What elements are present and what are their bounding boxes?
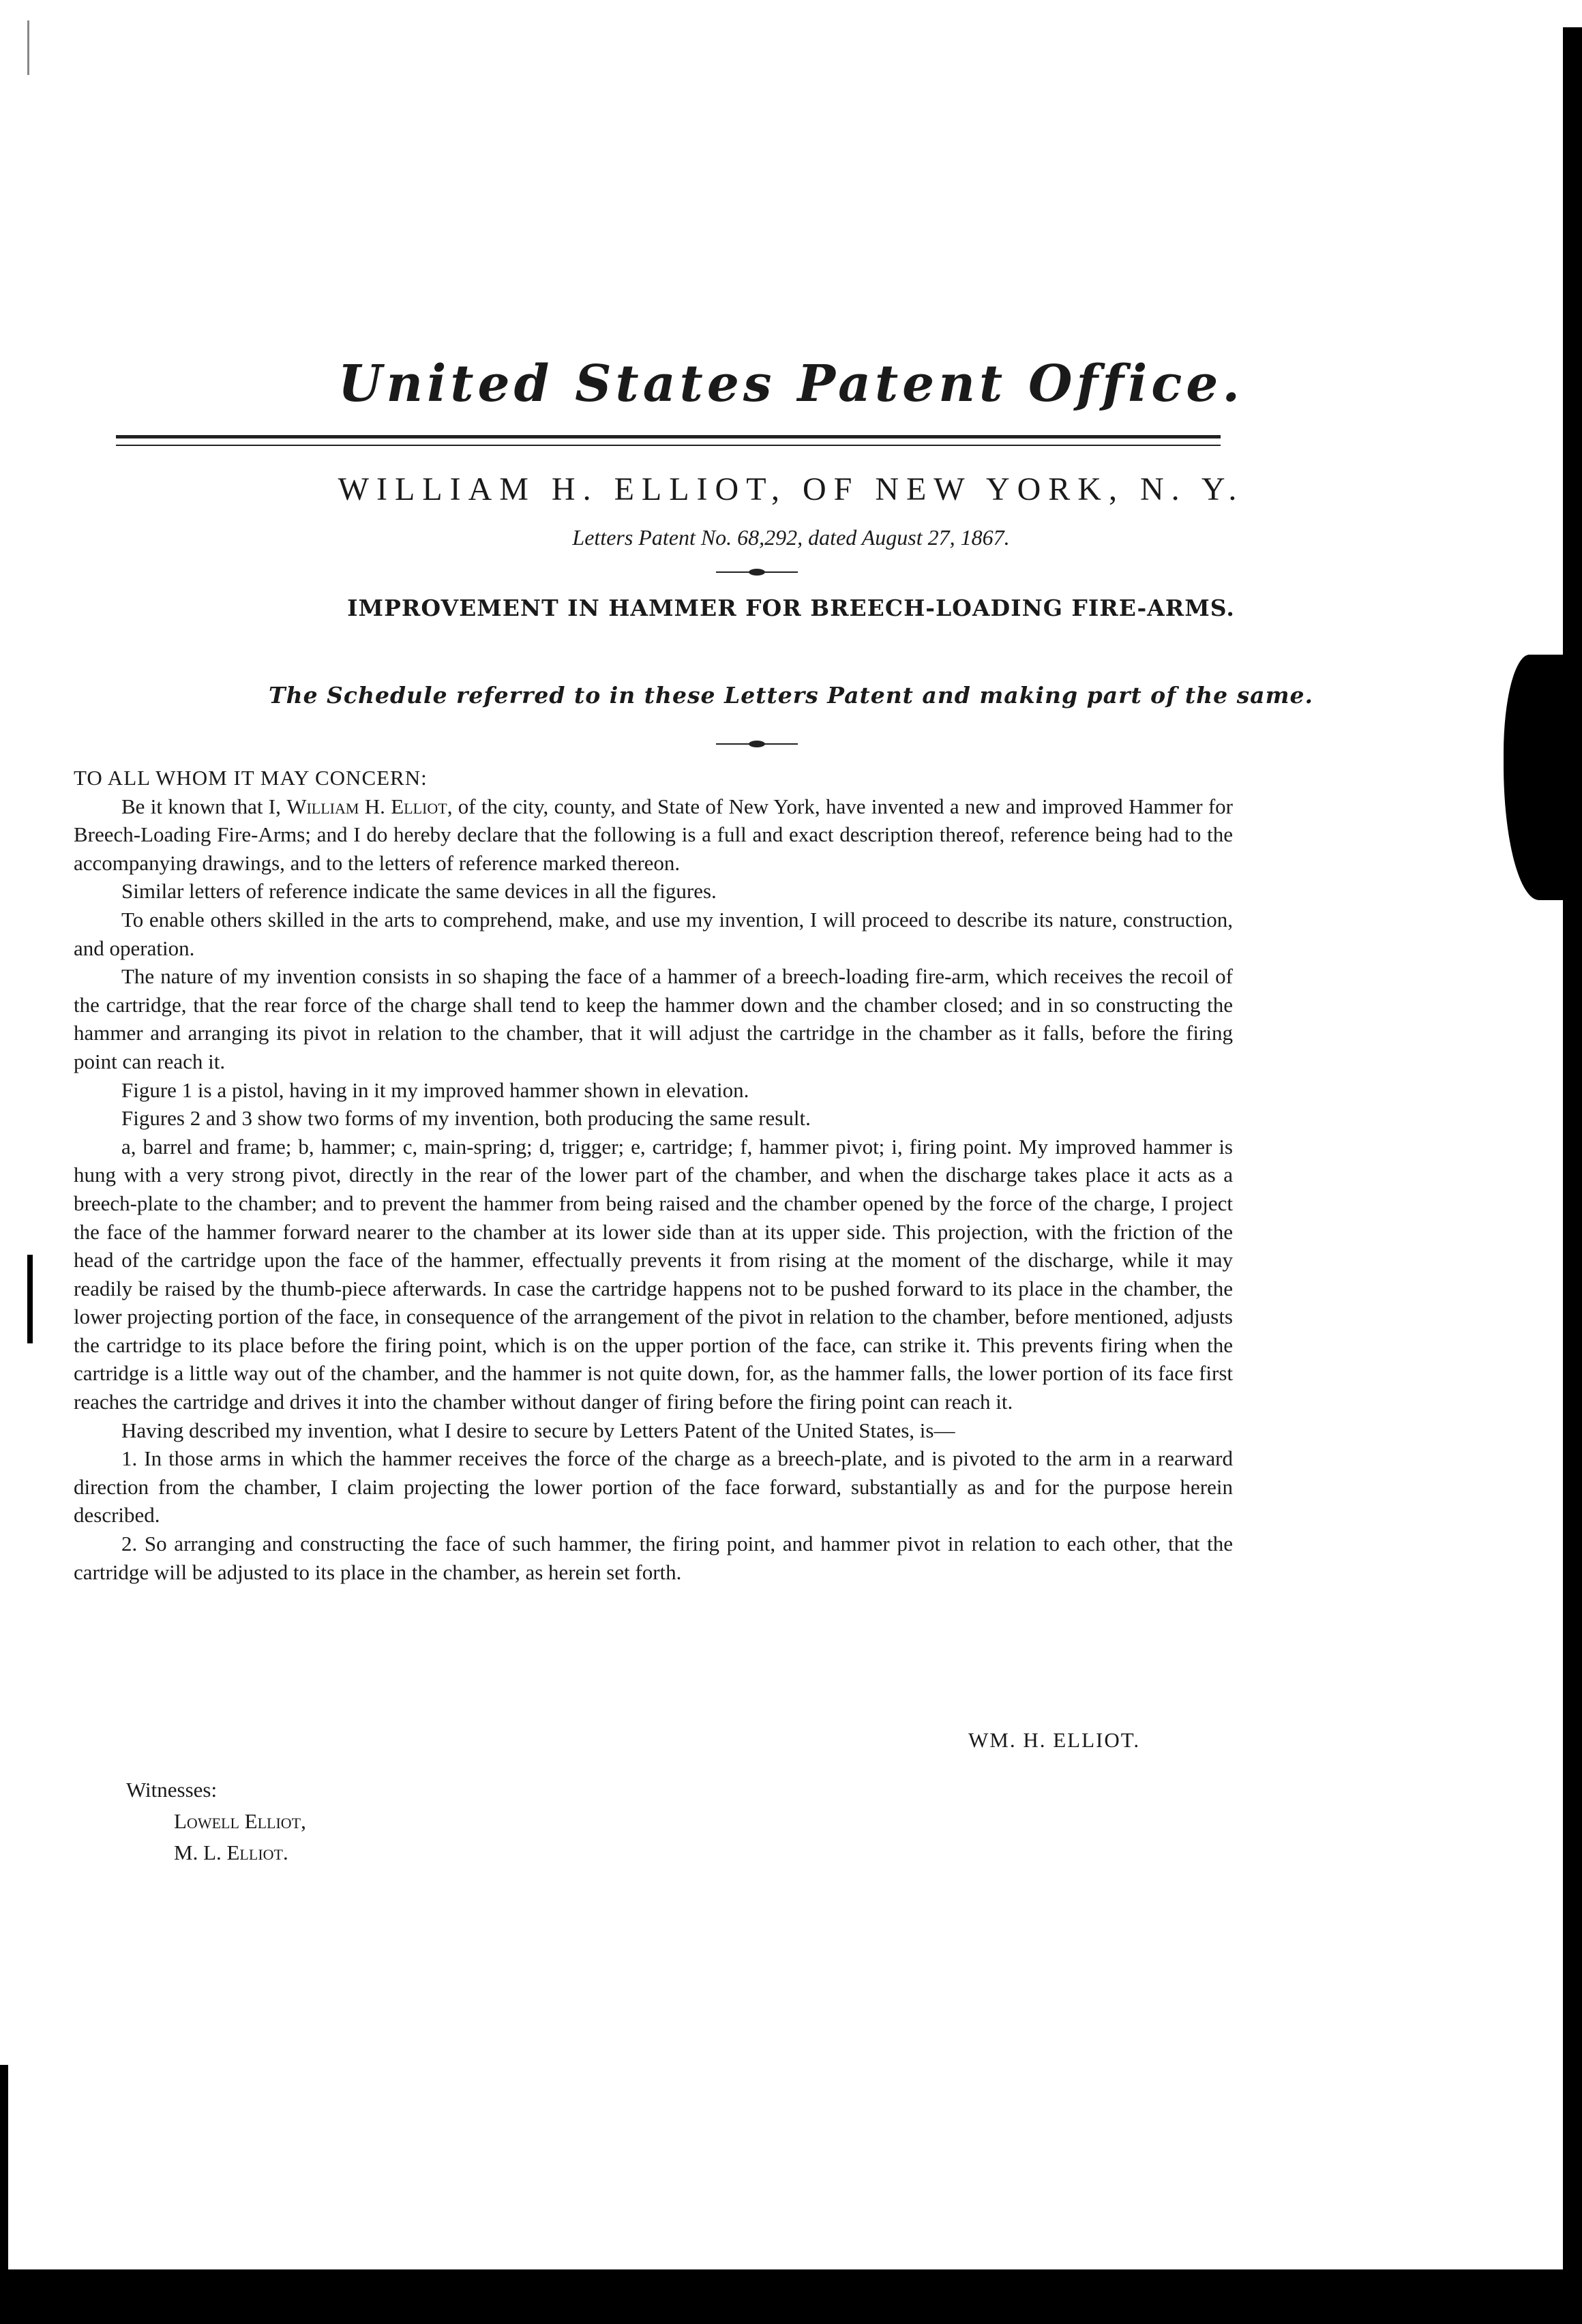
witnesses-block <box>126 1774 306 1868</box>
header-rule-thin <box>116 445 1221 446</box>
ornamental-divider <box>716 571 798 573</box>
patent-number-line: Letters Patent No. 68,292, dated August 27, 1867. <box>572 525 1010 550</box>
inventor-name: William H. Elliot <box>286 794 447 818</box>
scan-border-bottom <box>0 2269 1582 2324</box>
scan-mark <box>27 20 29 75</box>
header-rule-thick <box>116 435 1221 438</box>
salutation: TO ALL WHOM IT MAY CONCERN: <box>74 766 428 790</box>
paragraph: Figure 1 is a pistol, having in it my improved hammer shown in elevation. <box>121 1077 749 1102</box>
signature: WM. H. ELLIOT. <box>968 1728 1141 1752</box>
witness-name: M. L. Elliot. <box>174 1841 288 1864</box>
inventor-line: WILLIAM H. ELLIOT, OF NEW YORK, N. Y. <box>338 471 1244 507</box>
paragraph: Figures 2 and 3 show two forms of my invention, both producing the same result. <box>121 1106 811 1131</box>
paragraph: To enable others skilled in the arts to comprehend, make, and use my invention, I will proceed to describe its nature, construction, and operation. <box>74 907 1233 960</box>
paragraph: a, barrel and frame; b, hammer; c, main-spring; d, trigger; e, cartridge; f, hammer pivot; i, firing point. My improved hammer is hung with a very strong pivot, directly in the rear of the lower part of the chamber, and when the discharge takes place it acts as a breech-plate to the chamber; and to prevent the hammer from being raised and the chamber opened by the force of the charge, I project the face of the hammer forward nearer to the chamber at its lower side than at its upper side. This projection, with the friction of the head of the cartridge upon the face of the hammer, effectually prevents it from rising at the moment of the discharge, while it may readily be raised by the thumb-piece afterwards. In case the cartridge happens not to be pushed forward to its place in the chamber, the lower projecting portion of the face, in consequence of the arrangement of the pivot in relation to the chamber, before mentioned, adjusts the cartridge to its place before the firing point, which is on the upper portion of the face, can strike it. This prevents firing when the cartridge is a little way out of the chamber, and the hammer is not quite down, for, as the hammer falls, the lower portion of its face first reaches the cartridge and drives it into the chamber without danger of firing before the firing point can reach it. <box>74 1134 1233 1414</box>
claim-2: 2. So arranging and constructing the face of such hammer, the firing point, and hammer pivot in relation to each other, that the cartridge will be adjusted to its place in the chamber, as herein set forth. <box>74 1532 1233 1584</box>
paragraph: Similar letters of reference indicate the same devices in all the figures. <box>121 879 717 904</box>
claim-1: 1. In those arms in which the hammer receives the force of the charge as a breech-plate, and is pivoted to the arm in a rearward direction from the chamber, I claim projecting the lower portion of the face forward, substantially as and for the purpose herein described. <box>74 1446 1233 1528</box>
paragraph-intro: Be it known that I, William H. Elliot, of the city, county, and State of New York, have invented a new and improved Hammer for Breech-Loading Fire-Arms; and I do hereby declare that the following is a full and exact description thereof, reference being had to the accompanying drawings, and to the letters of reference marked thereon. <box>74 794 1234 875</box>
specification-body <box>74 764 1233 1586</box>
scan-border-left <box>0 2065 8 2269</box>
improvement-title: IMPROVEMENT IN HAMMER FOR BREECH-LOADING FIRE-ARMS. <box>347 595 1235 621</box>
witness-name: Lowell Elliot, <box>174 1809 306 1833</box>
paragraph: Having described my invention, what I desire to secure by Letters Patent of the United States, is— <box>121 1418 955 1442</box>
schedule-line: The Schedule referred to in these Letters Patent and making part of the same. <box>269 682 1313 709</box>
witnesses-label: Witnesses: <box>126 1778 218 1802</box>
scan-mark-left <box>27 1255 33 1343</box>
office-title: United States Patent Office. <box>338 355 1244 413</box>
ornamental-divider <box>716 743 798 745</box>
paragraph: The nature of my invention consists in so shaping the face of a hammer of a breech-loading fire-arm, which receives the recoil of the cartridge, that the rear force of the charge shall tend to keep the hammer down and the chamber closed; and in so constructing the hammer and arranging its pivot in relation to the chamber, that it will adjust the cartridge in the chamber as it falls, before the firing point can reach it. <box>74 964 1233 1073</box>
